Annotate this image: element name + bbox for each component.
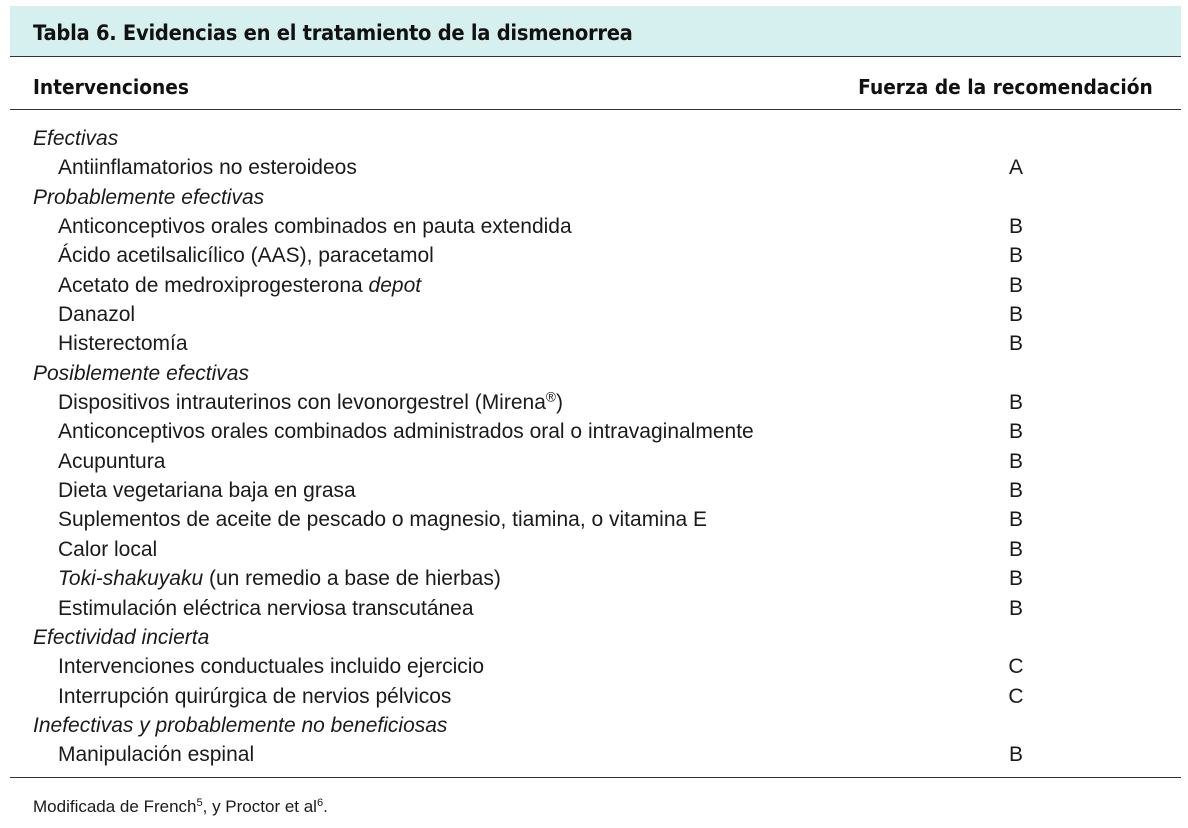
recommendation-grade: B [1008, 508, 1023, 532]
recommendation-grade: A [1008, 156, 1023, 180]
recommendation-grade: B [1008, 303, 1023, 327]
label-part: Intervenciones conductuales incluido ejercicio [58, 655, 485, 679]
table-row [10, 535, 1181, 564]
label-part: Inefectivas y probablemente no beneficiosas [33, 713, 448, 737]
label-part: ® [545, 389, 556, 405]
intervention-label [58, 564, 501, 593]
label-part: Efectivas [33, 127, 119, 150]
intervention-label [58, 682, 451, 711]
label-part: Posiblemente efectivas [33, 361, 249, 385]
table-row [10, 476, 1181, 505]
recommendation-grade: C [1008, 655, 1024, 679]
table-row [10, 682, 1181, 711]
column-header-recommendation-strength: Fuerza de la recomendación [858, 75, 1153, 99]
table-row [10, 417, 1181, 446]
category-label [33, 359, 249, 388]
recommendation-grade: B [1008, 567, 1023, 591]
recommendation-grade: C [1008, 684, 1024, 708]
label-part: Efectividad incierta [33, 625, 210, 649]
intervention-label [58, 535, 157, 564]
intervention-label [58, 271, 421, 300]
table-row [10, 271, 1181, 300]
category-row [10, 124, 1181, 153]
footnote-ref: 6 [316, 796, 324, 809]
table-row [10, 447, 1181, 476]
recommendation-grade: B [1008, 537, 1023, 561]
table-header-row [10, 58, 1181, 110]
recommendation-grade: B [1008, 479, 1023, 503]
category-label [33, 183, 264, 212]
table-footnote [33, 797, 328, 817]
label-part: Manipulación espinal [58, 743, 255, 767]
intervention-label [58, 153, 357, 182]
intervention-label [58, 329, 188, 358]
label-part: Acetato de medroxiprogesterona [58, 273, 369, 297]
table-row [10, 329, 1181, 358]
intervention-label [58, 594, 474, 623]
label-part: Anticonceptivos orales combinados en pauta extendida [58, 215, 572, 239]
recommendation-grade: B [1008, 332, 1023, 356]
category-row [10, 711, 1181, 740]
category-label [33, 623, 209, 652]
table-bottom-rule [10, 777, 1181, 778]
footnote-text: , y Proctor et al [202, 797, 317, 816]
intervention-label [58, 447, 165, 476]
label-part: Toki-shakuyaku [58, 567, 204, 591]
label-part: Dieta vegetariana baja en grasa [58, 479, 356, 503]
table-body [10, 124, 1181, 770]
label-part: Probablemente efectivas [33, 185, 265, 209]
recommendation-grade: B [1008, 596, 1023, 620]
label-part: Antiinflamatorios no esteroideos [58, 156, 357, 180]
intervention-label [58, 505, 707, 534]
recommendation-grade: B [1008, 743, 1023, 767]
footnote-text: . [323, 797, 328, 816]
intervention-label [58, 212, 572, 241]
category-row [10, 623, 1181, 652]
table-row [10, 388, 1181, 417]
label-part: ) [555, 391, 563, 415]
table-row [10, 740, 1181, 769]
recommendation-grade: B [1008, 449, 1023, 473]
table-row [10, 564, 1181, 593]
table-row [10, 505, 1181, 534]
table-row [10, 652, 1181, 681]
intervention-label [58, 476, 356, 505]
category-label [33, 124, 118, 153]
intervention-label [58, 740, 254, 769]
label-part: Histerectomía [58, 332, 188, 356]
table-row [10, 212, 1181, 241]
label-part: Ácido acetilsalicílico (AAS), paracetamol [58, 244, 434, 268]
footnote-ref: 5 [196, 796, 203, 809]
table-row [10, 300, 1181, 329]
intervention-label [58, 300, 135, 329]
category-row [10, 183, 1181, 212]
label-part: depot [368, 273, 422, 297]
footnote-text: Modificada de French [33, 797, 197, 816]
label-part: Calor local [58, 537, 158, 561]
recommendation-grade: B [1008, 273, 1023, 297]
recommendation-grade: B [1008, 244, 1023, 268]
column-header-interventions: Intervenciones [33, 75, 189, 99]
table-row [10, 153, 1181, 182]
recommendation-grade: B [1008, 215, 1023, 239]
table-title-bar [10, 6, 1181, 57]
table-row [10, 594, 1181, 623]
intervention-label [58, 417, 754, 446]
label-part: Acupuntura [58, 449, 166, 473]
label-part: Dispositivos intrauterinos con levonorgestrel (Mirena [58, 391, 546, 415]
intervention-label [58, 388, 563, 417]
recommendation-grade: B [1008, 420, 1023, 444]
label-part: Danazol [58, 303, 136, 327]
label-part: Suplementos de aceite de pescado o magnesio, tiamina, o vitamina E [58, 508, 708, 532]
table-title: Tabla 6. Evidencias en el tratamiento de la dismenorrea [33, 21, 633, 45]
intervention-label [58, 652, 484, 681]
category-label [33, 711, 447, 740]
label-part: (un remedio a base de hierbas) [203, 567, 501, 591]
category-row [10, 359, 1181, 388]
label-part: Anticonceptivos orales combinados administrados oral o intravaginalmente [58, 420, 754, 444]
label-part: Estimulación eléctrica nerviosa transcutánea [58, 596, 474, 620]
table-row [10, 241, 1181, 270]
intervention-label [58, 241, 434, 270]
label-part: Interrupción quirúrgica de nervios pélvicos [58, 684, 452, 708]
recommendation-grade: B [1008, 391, 1023, 415]
